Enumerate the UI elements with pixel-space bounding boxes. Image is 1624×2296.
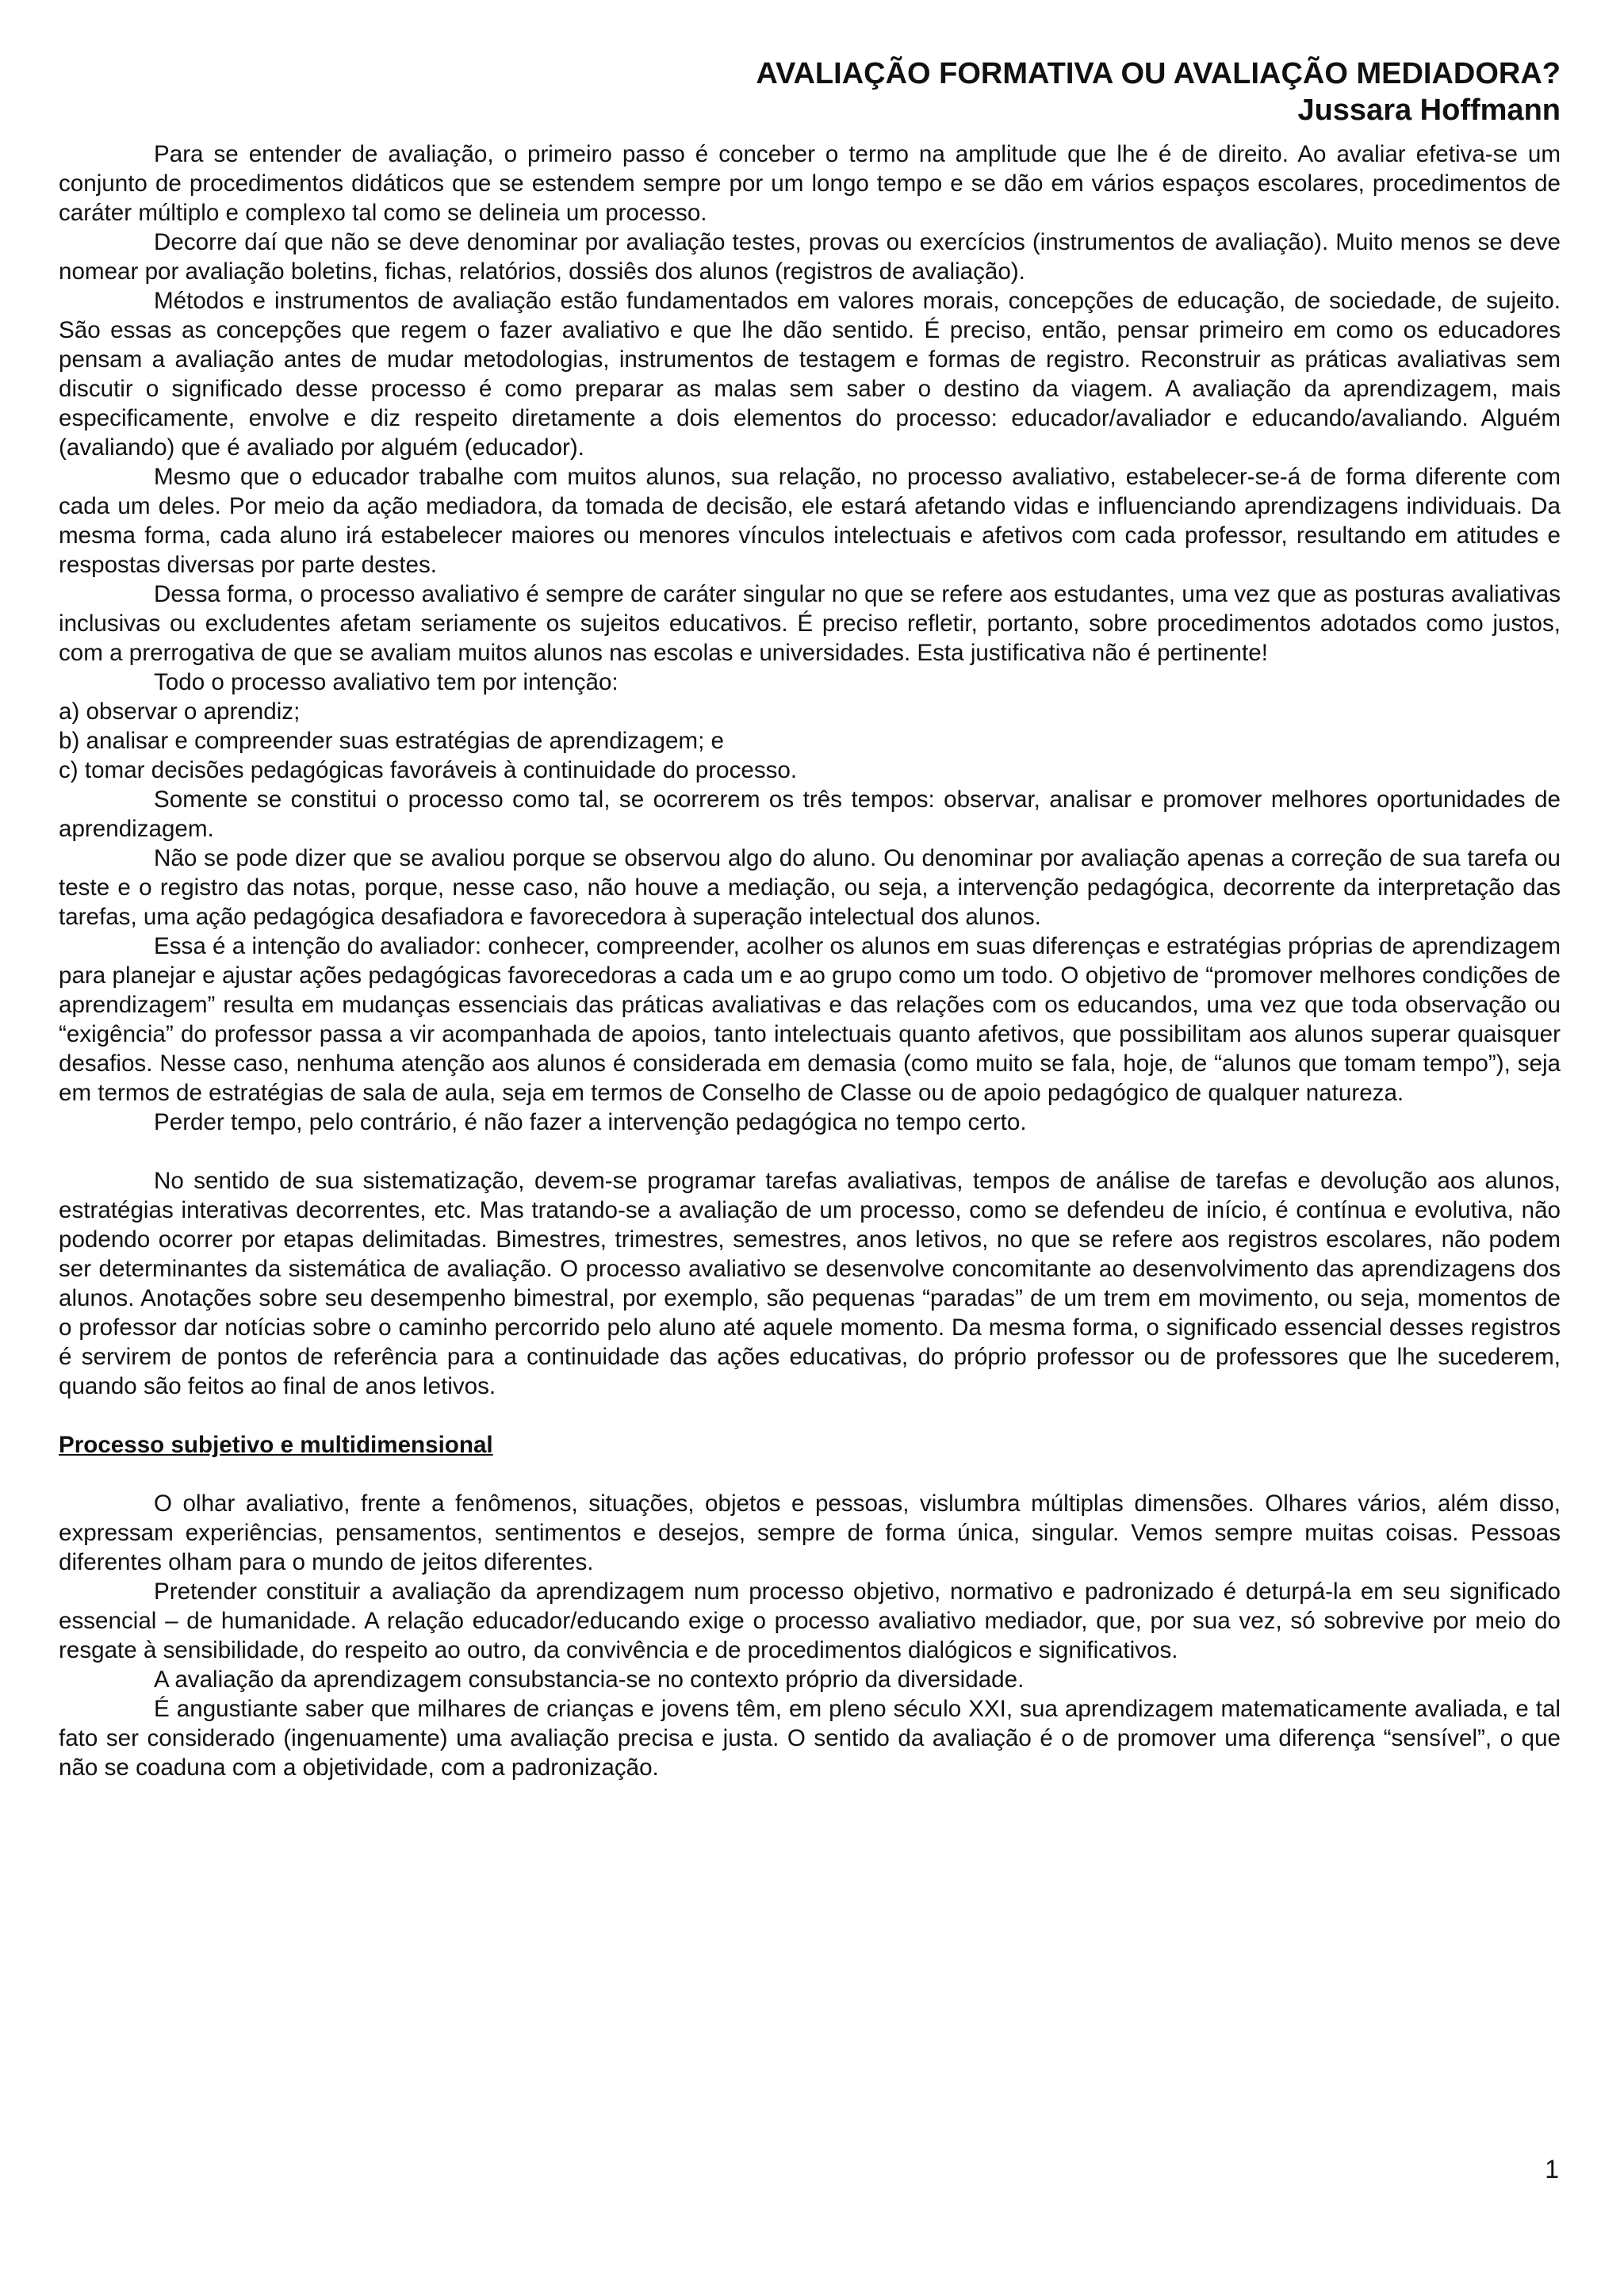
paragraph: Somente se constitui o processo como tal, se ocorrerem os três tempos: observar, analisar e promover melhores oportunidades de aprendizagem. [59, 786, 1561, 842]
document-header [59, 55, 1561, 128]
paragraph: Essa é a intenção do avaliador: conhecer, compreender, acolher os alunos em suas diferenças e estratégias próprias de aprendizagem para planejar e ajustar ações pedagógicas favorecedoras a cada um e ao grupo como um todo. O objetivo de “promover melhores condições de aprendizagem” resulta em mudanças essenciais das práticas avaliativas e das relações com os educandos, uma vez que toda observação ou “exigência” do professor passa a vir acompanhada de apoios, tanto intelectuais quanto afetivos, que possibilitam aos alunos superar quaisquer desafios. Nesse caso, nenhuma atenção aos alunos é considerada em demasia (como muito se fala, hoje, de “alunos que tomam tempo”), seja em termos de estratégias de sala de aula, seja em termos de Conselho de Classe ou de apoio pedagógico de qualquer natureza. [59, 933, 1561, 1106]
document-page [59, 55, 1561, 1782]
list-item: a) observar o aprendiz; [59, 698, 301, 725]
paragraph: Perder tempo, pelo contrário, é não fazer a intervenção pedagógica no tempo certo. [154, 1109, 1027, 1135]
paragraph: Mesmo que o educador trabalhe com muitos alunos, sua relação, no processo avaliativo, estabelecer-se-á de forma diferente com cada um deles. Por meio da ação mediadora, da tomada de decisão, ele estará afetando vidas e influenciando aprendizagens individuais. Da mesma forma, cada aluno irá estabelecer maiores ou menores vínculos intelectuais e afetivos com cada professor, resultando em atitudes e respostas diversas por parte destes. [59, 464, 1561, 578]
paragraph: Todo o processo avaliativo tem por intenção: [154, 669, 619, 695]
paragraph: No sentido de sua sistematização, devem-se programar tarefas avaliativas, tempos de análise de tarefas e devolução aos alunos, estratégias interativas decorrentes, etc. Mas tratando-se a avaliação de um processo, como se defendeu de início, é contínua e evolutiva, não podendo ocorrer por etapas delimitadas. Bimestres, trimestres, semestres, anos letivos, no que se refere aos registros escolares, não podem ser determinantes da sistemática de avaliação. O processo avaliativo se desenvolve concomitante ao desenvolvimento das aprendizagens dos alunos. Anotações sobre seu desempenho bimestral, por exemplo, são pequenas “paradas” de um trem em movimento, ou seja, momentos de o professor dar notícias sobre o caminho percorrido pelo aluno até aquele momento. Da mesma forma, o significado essencial desses registros é servirem de pontos de referência para a continuidade das ações educativas, do próprio professor ou de professores que lhe sucederem, quando são feitos ao final de anos letivos. [59, 1168, 1561, 1399]
paragraph: O olhar avaliativo, frente a fenômenos, situações, objetos e pessoas, vislumbra múltiplas dimensões. Olhares vários, além disso, expressam experiências, pensamentos, sentimentos e desejos, sempre de forma única, singular. Vemos sempre muitas coisas. Pessoas diferentes olham para o mundo de jeitos diferentes. [59, 1490, 1561, 1575]
paragraph: É angustiante saber que milhares de crianças e jovens têm, em pleno século XXI, sua aprendizagem matematicamente avaliada, e tal fato ser considerado (ingenuamente) uma avaliação precisa e justa. O sentido da avaliação é o de promover uma diferença “sensível”, o que não se coaduna com a objetividade, com a padronização. [59, 1696, 1561, 1781]
list-item: c) tomar decisões pedagógicas favoráveis à continuidade do processo. [59, 757, 798, 783]
paragraph: Decorre daí que não se deve denominar por avaliação testes, provas ou exercícios (instrumentos de avaliação). Muito menos se deve nomear por avaliação boletins, fichas, relatórios, dossiês dos alunos (registros de avaliação). [59, 229, 1561, 285]
paragraph: A avaliação da aprendizagem consubstancia-se no contexto próprio da diversidade. [154, 1667, 1025, 1693]
document-title: AVALIAÇÃO FORMATIVA OU AVALIAÇÃO MEDIADORA? [756, 57, 1561, 90]
list-item: b) analisar e compreender suas estratégias de aprendizagem; e [59, 728, 724, 754]
document-author: Jussara Hoffmann [1297, 94, 1561, 127]
paragraph: Para se entender de avaliação, o primeiro passo é conceber o termo na amplitude que lhe é de direito. Ao avaliar efetiva-se um conjunto de procedimentos didáticos que se estendem sempre por um longo tempo e se dão em vários espaços escolares, procedimentos de caráter múltiplo e complexo tal como se delineia um processo. [59, 141, 1561, 226]
paragraph: Pretender constituir a avaliação da aprendizagem num processo objetivo, normativo e padronizado é deturpá-la em seu significado essencial – de humanidade. A relação educador/educando exige o processo avaliativo mediador, que, por sua vez, só sobrevive por meio do resgate à sensibilidade, do respeito ao outro, da convivência e de procedimentos dialógicos e significativos. [59, 1578, 1561, 1663]
section-heading: Processo subjetivo e multidimensional [59, 1432, 493, 1458]
paragraph: Métodos e instrumentos de avaliação estão fundamentados em valores morais, concepções de educação, de sociedade, de sujeito. São essas as concepções que regem o fazer avaliativo e que lhe dão sentido. É preciso, então, pensar primeiro em como os educadores pensam a avaliação antes de mudar metodologias, instrumentos de testagem e formas de registro. Reconstruir as práticas avaliativas sem discutir o significado desse processo é como preparar as malas sem saber o destino da viagem. A avaliação da aprendizagem, mais especificamente, envolve e diz respeito diretamente a dois elementos do processo: educador/avaliador e educando/avaliando. Alguém (avaliando) que é avaliado por alguém (educador). [59, 288, 1561, 461]
document-body [59, 140, 1561, 1782]
paragraph: Não se pode dizer que se avaliou porque se observou algo do aluno. Ou denominar por avaliação apenas a correção de sua tarefa ou teste e o registro das notas, porque, nesse caso, não houve a mediação, ou seja, a intervenção pedagógica, decorrente da interpretação das tarefas, uma ação pedagógica desafiadora e favorecedora à superação intelectual dos alunos. [59, 845, 1561, 930]
page-number: 1 [1545, 2155, 1559, 2183]
paragraph: Dessa forma, o processo avaliativo é sempre de caráter singular no que se refere aos estudantes, uma vez que as posturas avaliativas inclusivas ou excludentes afetam seriamente os sujeitos educativos. É preciso refletir, portanto, sobre procedimentos adotados como justos, com a prerrogativa de que se avaliam muitos alunos nas escolas e universidades. Esta justificativa não é pertinente! [59, 581, 1561, 666]
